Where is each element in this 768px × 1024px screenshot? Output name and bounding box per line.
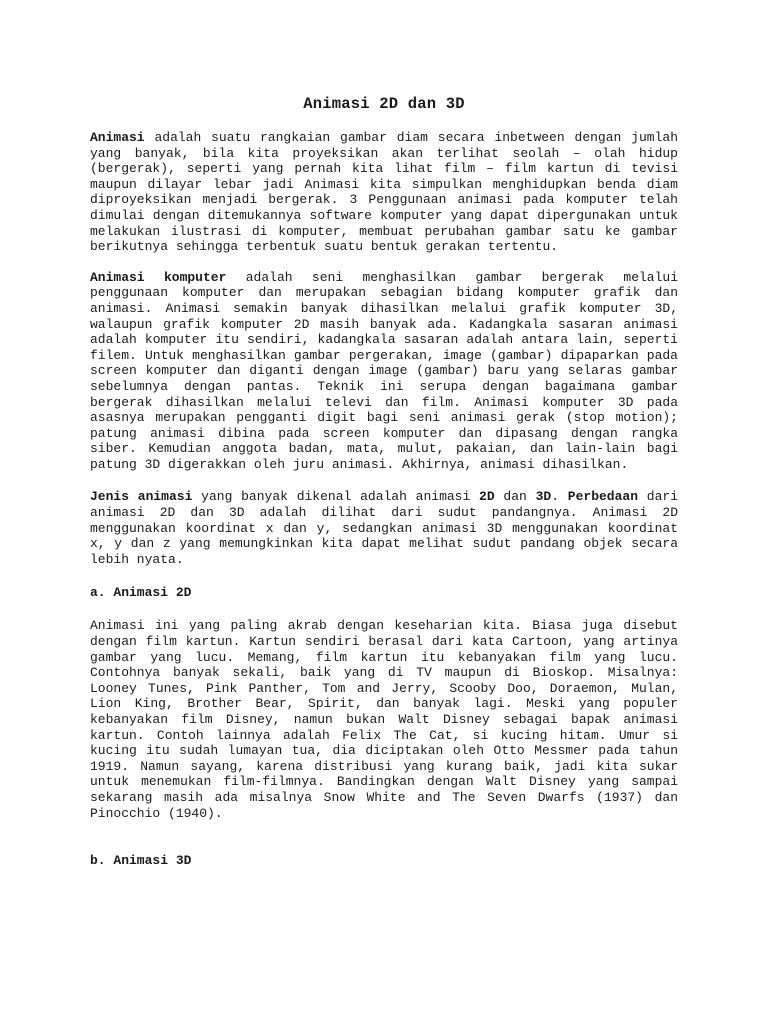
term-perbedaan: Perbedaan — [567, 489, 639, 505]
term-2d: 2D — [479, 489, 495, 505]
paragraph-animasi-text: adalah suatu rangkaian gambar diam secara inbetween dengan jumlah yang banyak, bila kita proyeksikan akan terlihat seolah – olah hidup (bergerak), seperti yang pernah kita lihat film – film kartun di tevisi maupun dilayar lebar jadi Animasi kita simpulkan menghidupkan benda diam diproyeksikan menjadi bergerak. 3 Penggunaan animasi pada komputer telah dimulai dengan ditemukannya software komputer yang dapat dipergunakan untuk melakukan ilustrasi di komputer, membuat perubahan gambar satu ke gambar berikutnya sehingga terbentuk suatu bentuk gerakan tertentu. — [90, 130, 678, 255]
paragraph-jenis-text-a: yang banyak dikenal adalah animasi — [192, 489, 480, 505]
paragraph-animasi — [90, 130, 678, 255]
heading-animasi-3d: b. Animasi 3D — [90, 853, 192, 869]
term-3d: 3D — [535, 489, 552, 505]
term-animasi: Animasi — [90, 130, 145, 145]
document-title: Animasi 2D dan 3D — [303, 95, 465, 113]
paragraph-animasi-2d: Animasi ini yang paling akrab dengan keseharian kita. Biasa juga disebut dengan film kartun. Kartun sendiri berasal dari kata Cartoon, yang artinya gambar yang lucu. Memang, film kartun itu kebanyakan film yang lucu. Contohnya banyak sekali, baik yang di TV maupun di Bioskop. Misalnya: Looney Tunes, Pink Panther, Tom and Jerry, Scooby Doo, Doraemon, Mulan, Lion King, Brother Bear, Spirit, dan banyak lagi. Meski yang populer kebanyakan film Disney, namun bukan Walt Disney sebagai bapak animasi kartun. Contoh lainnya adalah Felix The Cat, si kucing hitam. Umur si kucing itu sudah lumayan tua, dia diciptakan oleh Otto Messmer pada tahun 1919. Namun sayang, karena distribusi yang kurang baik, jadi kita sukar untuk menemukan film-filmnya. Bandingkan dengan Walt Disney yang sampai sekarang masih ada misalnya Snow White and The Seven Dwarfs (1937) dan Pinocchio (1940). — [90, 618, 678, 821]
paragraph-animasi-komputer — [90, 270, 678, 473]
paragraph-jenis-text-c: . — [551, 489, 568, 505]
term-jenis-animasi: Jenis animasi — [90, 489, 193, 505]
paragraph-jenis-text-d: dari animasi 2D dan 3D adalah dilihat dari sudut pandangnya. Animasi 2D menggunakan koordinat x dan y, sedangkan animasi 3D menggunakan koordinat x, y dan z yang memungkinkan kita dapat melihat sudut pandang objek secara lebih nyata. — [90, 489, 678, 567]
paragraph-jenis-animasi — [90, 489, 678, 567]
heading-animasi-2d: a. Animasi 2D — [90, 585, 192, 601]
document-page — [90, 0, 678, 869]
paragraph-animasi-komputer-text: adalah seni menghasilkan gambar bergerak melalui penggunaan komputer dan merupakan sebagian bidang komputer grafik dan animasi. Animasi semakin banyak dihasilkan melalui grafik komputer 3D, walaupun grafik komputer 2D masih banyak ada. Kadangkala sasaran animasi adalah komputer itu sendiri, kadangkala sasaran adalah antara lain, seperti filem. Untuk menghasilkan gambar pergerakan, image (gambar) dipaparkan pada screen komputer dan diganti dengan image (gambar) baru yang selaras gambar sebelumnya dengan pantas. Teknik ini serupa dengan bagaimana gambar bergerak dihasilkan melalui televi dan film. Animasi komputer 3D pada asasnya merupakan pengganti digit bagi seni animasi gerak (stop motion); patung animasi dibina pada screen komputer dan dipasang dengan rangka siber. Kemudian anggota badan, mata, mulut, pakaian, dan lain-lain bagi patung 3D digerakkan oleh juru animasi. Akhirnya, animasi dihasilkan. — [90, 269, 679, 472]
term-animasi-komputer: Animasi komputer — [90, 269, 227, 285]
paragraph-jenis-text-b: dan — [494, 489, 536, 505]
